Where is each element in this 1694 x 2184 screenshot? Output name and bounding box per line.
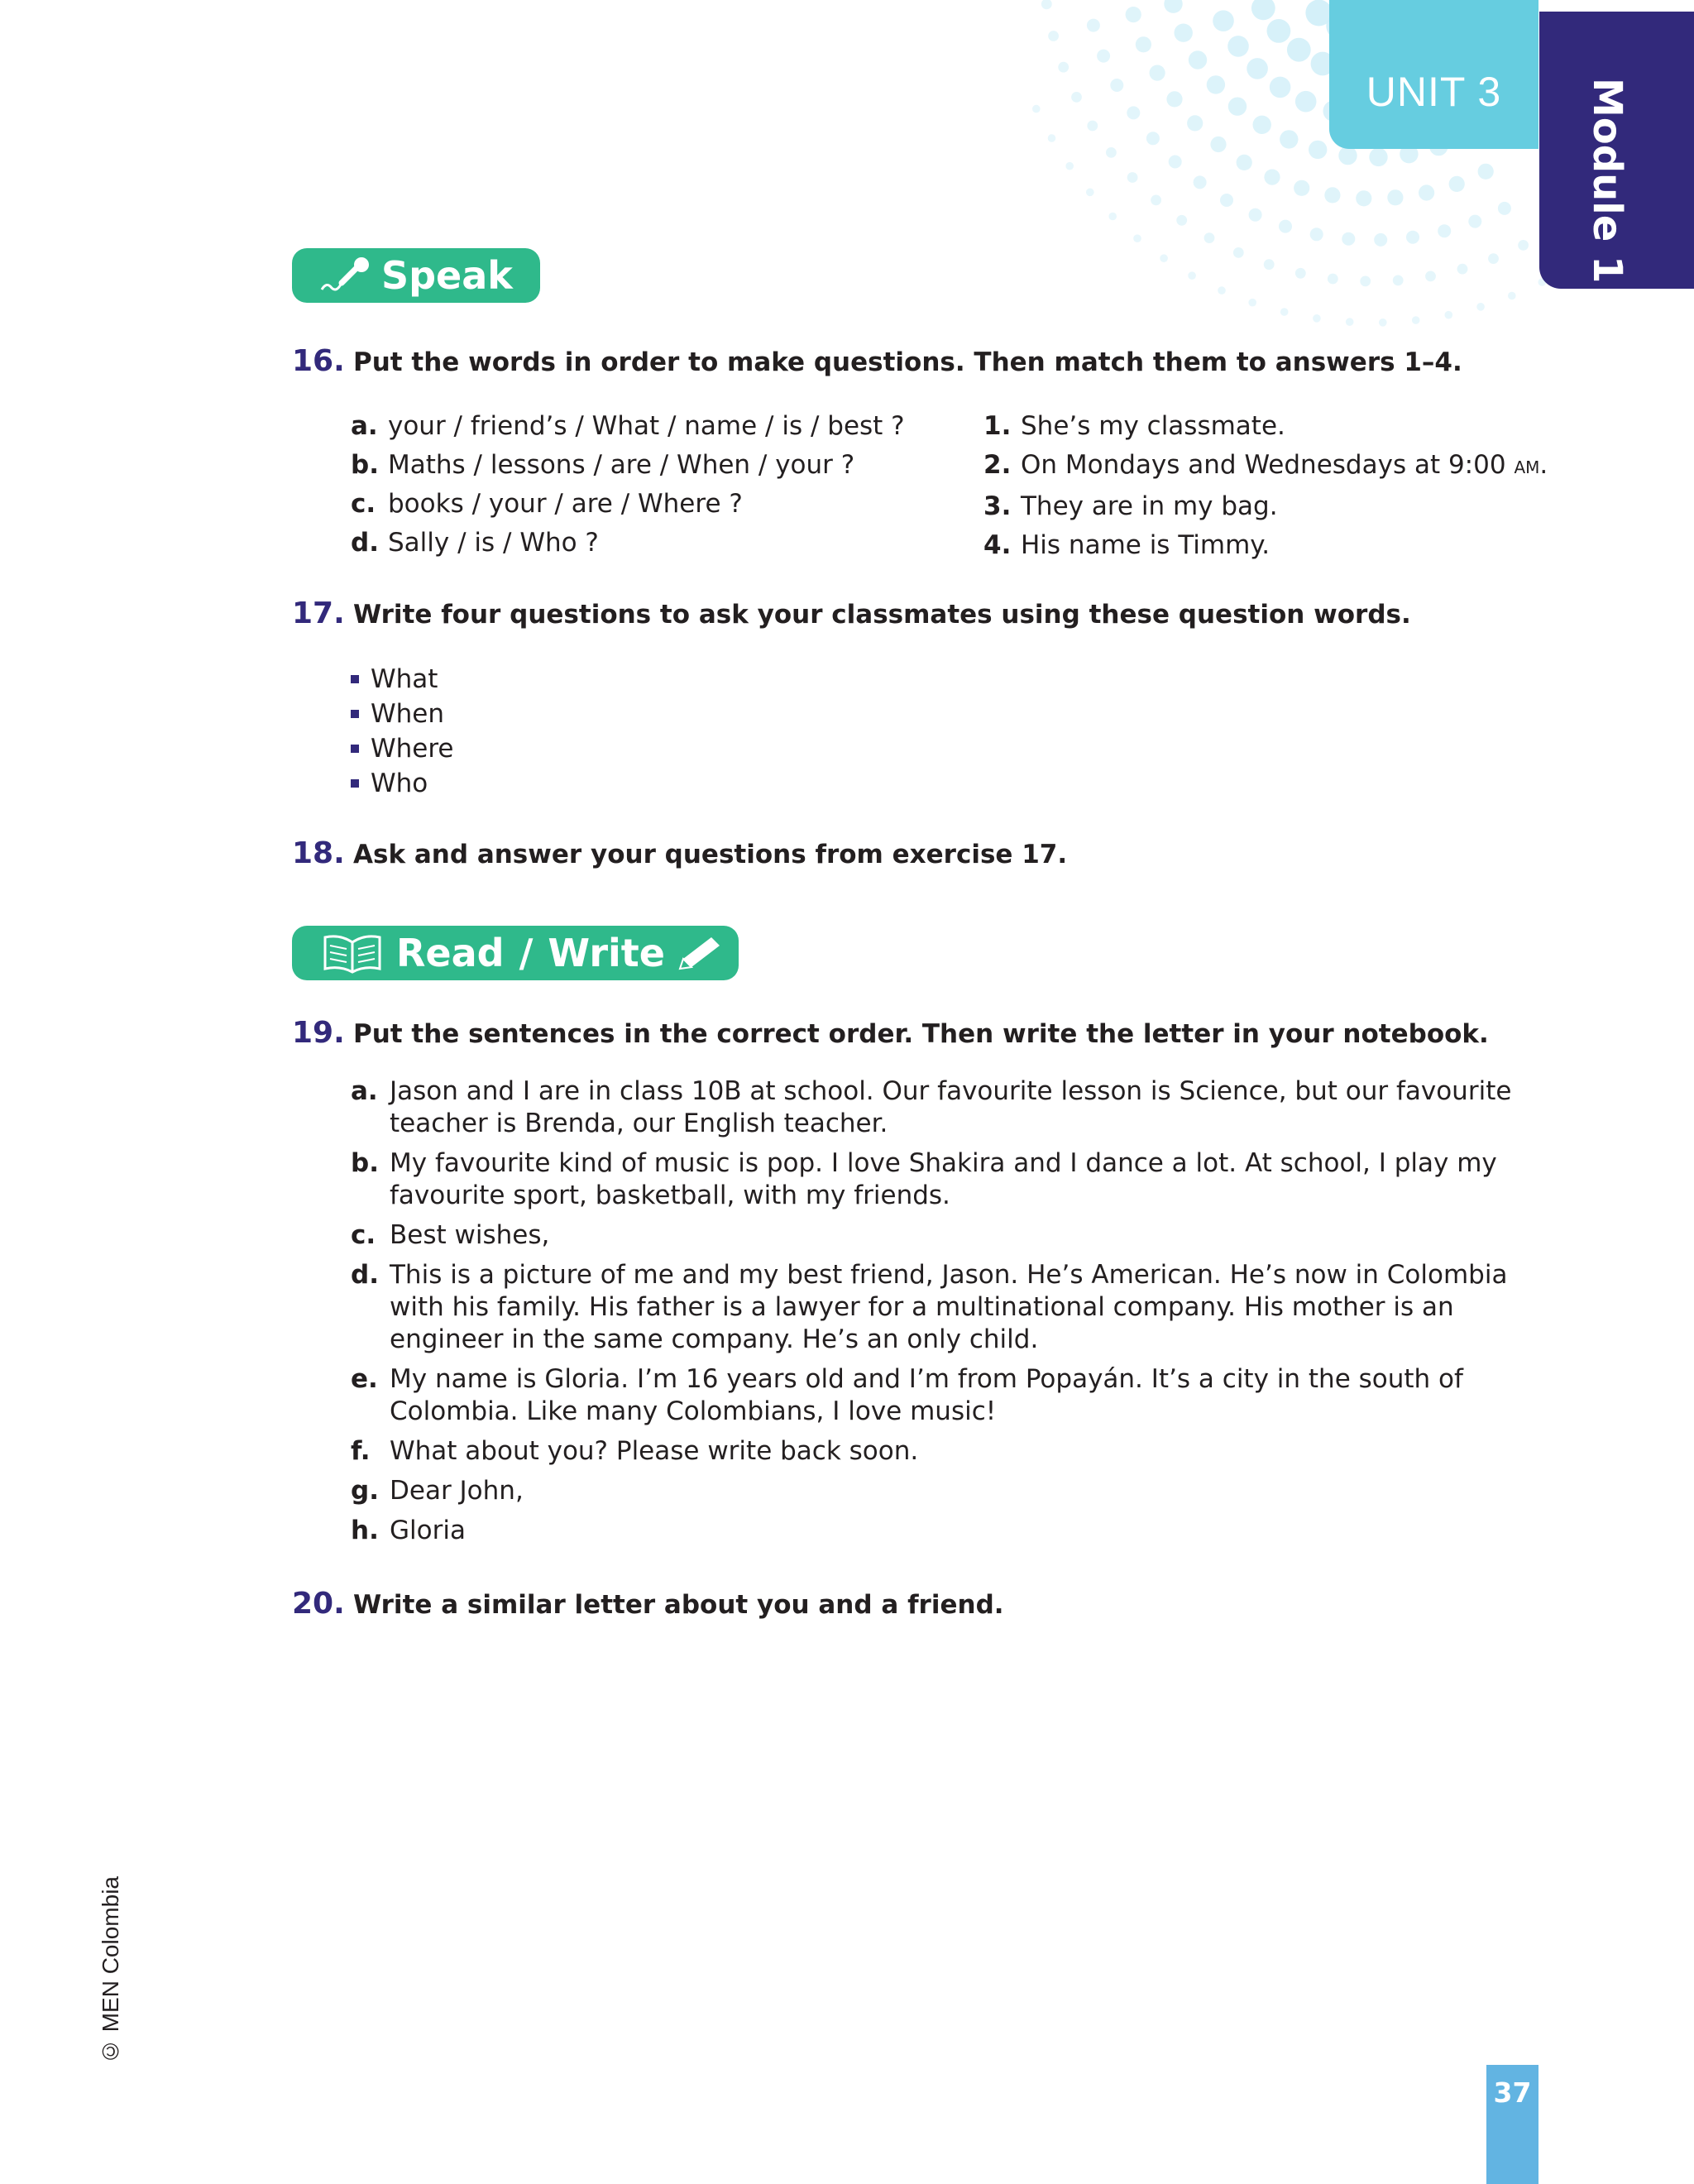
decorative-dot [1295, 91, 1317, 113]
list-item [351, 1363, 1542, 1428]
item-letter: g. [351, 1476, 379, 1506]
decorative-dot [1313, 314, 1321, 323]
decorative-dot [1457, 264, 1468, 275]
exercise-20-heading [292, 1587, 1004, 1621]
decorative-dot [1227, 36, 1249, 57]
exercise-number: 16. [292, 344, 345, 378]
item-number: 2. [983, 450, 1012, 480]
decorative-dot [1126, 7, 1141, 22]
speak-label: Speak [381, 253, 513, 298]
letter-sentences-list [351, 1075, 1542, 1554]
decorative-dot [1295, 268, 1306, 279]
list-item [983, 407, 1548, 446]
item-letter: e. [351, 1364, 378, 1394]
item-text: My favourite kind of music is pop. I love Shakira and I dance a lot. At school, I play my favourite sport, basketball, with my friends. [390, 1148, 1497, 1210]
decorative-dot [1108, 213, 1117, 221]
decorative-dot [1264, 259, 1275, 270]
exercise-number: 17. [292, 596, 345, 630]
decorative-dot [1127, 106, 1140, 119]
decorative-dot [1087, 19, 1100, 32]
item-letter: h. [351, 1516, 379, 1545]
exercise-instruction: Write four questions to ask your classmates using these question words. [353, 600, 1411, 630]
decorative-dot [1287, 38, 1311, 62]
decorative-dot [1356, 190, 1371, 206]
bullet-icon [351, 710, 359, 718]
decorative-dot [1218, 286, 1226, 295]
decorative-dot [1106, 147, 1117, 158]
decorative-dot [1518, 240, 1529, 251]
unit-tab [1329, 0, 1538, 149]
list-item [351, 485, 905, 524]
decorative-dot [1419, 184, 1434, 200]
decorative-dot [1305, 0, 1332, 26]
item-letter: d. [351, 1260, 379, 1290]
decorative-dot [1110, 79, 1123, 92]
decorative-dot [1369, 148, 1387, 166]
item-text: books / your / are / Where ? [388, 489, 743, 519]
decorative-dot [1150, 65, 1165, 81]
decorative-dot [1032, 105, 1041, 113]
item-text: On Mondays and Wednesdays at 9:00 [1021, 450, 1506, 480]
decorative-dot [1065, 162, 1074, 170]
decorative-dot [1058, 62, 1069, 73]
item-text: Maths / lessons / are / When / your ? [388, 450, 855, 480]
item-text: What [371, 664, 438, 694]
list-item [351, 1435, 1542, 1468]
decorative-dot [1251, 0, 1275, 20]
decorative-dot [1233, 247, 1244, 258]
item-end-punctuation: . [1539, 450, 1548, 480]
write-label: Write [548, 931, 665, 975]
exercise-16-heading [292, 344, 1462, 378]
decorative-dot [1280, 308, 1289, 316]
exercise-19-heading [292, 1016, 1489, 1050]
item-text: Dear John, [390, 1476, 524, 1506]
item-number: 4. [983, 530, 1012, 560]
decorative-dot [1346, 318, 1354, 326]
bullet-icon [351, 779, 359, 788]
decorative-dot [1086, 189, 1094, 197]
item-text: Sally / is / Who ? [388, 528, 599, 558]
time-suffix: AM [1514, 457, 1540, 477]
decorative-dot [1146, 132, 1160, 145]
exercise-instruction: Put the sentences in the correct order. Then write the letter in your notebook. [353, 1019, 1489, 1049]
decorative-dot [1476, 303, 1485, 311]
decorative-dot [1220, 194, 1233, 207]
decorative-dot [1207, 75, 1225, 93]
item-letter: b. [351, 1148, 379, 1178]
decorative-dot [1488, 253, 1499, 264]
item-text: My name is Gloria. I’m 16 years old and I’m from Popayán. It’s a city in the south of Colombia. Like many Colombians, I love music! [390, 1364, 1463, 1426]
decorative-dot [1041, 0, 1052, 9]
section-separator: / [519, 931, 534, 975]
item-letter: b. [351, 450, 379, 480]
decorative-dot [1425, 271, 1436, 282]
decorative-dot [1228, 98, 1247, 116]
decorative-dot [1133, 234, 1141, 242]
item-letter: a. [351, 411, 378, 441]
item-text: your / friend’s / What / name / is / best ? [388, 411, 905, 441]
item-letter: d. [351, 528, 379, 558]
decorative-dot [1267, 19, 1291, 43]
list-item [351, 407, 905, 446]
decorative-dot [1071, 92, 1082, 103]
ex16-question-list [351, 407, 905, 563]
decorative-dot [1279, 220, 1292, 233]
list-item [351, 1515, 1542, 1547]
exercise-instruction: Write a similar letter about you and a friend. [353, 1590, 1004, 1620]
exercise-number: 19. [292, 1016, 345, 1050]
item-text: This is a picture of me and my best friend, Jason. He’s American. He’s now in Colombia with his family. His father is a lawyer for a multinational company. His mother is an engineer in the same company. He’s an only child. [390, 1260, 1508, 1354]
decorative-dot [1097, 50, 1110, 63]
item-text: Gloria [390, 1516, 466, 1545]
decorative-dot [1253, 116, 1271, 134]
decorative-dot [1204, 232, 1215, 243]
decorative-dot [1087, 121, 1098, 132]
exercise-instruction: Ask and answer your questions from exercise 17. [353, 840, 1068, 869]
list-item [983, 446, 1548, 487]
item-text: Who [371, 769, 428, 798]
speak-section-header [292, 248, 540, 303]
list-item [983, 526, 1548, 565]
decorative-dot [1393, 275, 1404, 286]
decorative-dot [1309, 141, 1327, 159]
decorative-dot [1189, 50, 1207, 69]
exercise-instruction: Put the words in order to make questions. Then match them to answers 1–4. [353, 347, 1462, 377]
decorative-dot [1151, 195, 1161, 206]
decorative-dot [1270, 77, 1291, 98]
decorative-dot [1508, 292, 1516, 300]
decorative-dot [1048, 134, 1056, 142]
decorative-dot [1194, 175, 1207, 189]
decorative-dot [1374, 233, 1387, 247]
decorative-dot [1176, 215, 1187, 226]
decorative-dot [1248, 299, 1256, 307]
list-item [351, 1219, 1542, 1252]
pencil-icon [675, 932, 725, 974]
item-letter: f. [351, 1436, 371, 1466]
bullet-icon [351, 675, 359, 683]
item-text: Where [371, 734, 454, 764]
microphone-icon [318, 256, 373, 295]
module-tab [1539, 12, 1694, 289]
list-item [351, 766, 454, 801]
decorative-dot [1264, 170, 1280, 185]
list-item [351, 731, 454, 766]
ex16-answer-list [983, 407, 1548, 565]
decorative-dot [1328, 274, 1338, 285]
decorative-dot [1412, 316, 1420, 324]
decorative-dot [1310, 228, 1323, 241]
decorative-dot [1160, 254, 1168, 262]
page-number: 37 [1486, 2065, 1538, 2184]
decorative-dot [1237, 155, 1252, 170]
decorative-dot [1280, 130, 1298, 148]
read-label: Read [396, 931, 505, 975]
decorative-dot [1249, 208, 1262, 222]
decorative-dot [1438, 224, 1451, 237]
list-item [351, 1475, 1542, 1507]
list-item [351, 697, 454, 731]
bullet-icon [351, 745, 359, 753]
copyright-notice: © MEN Colombia [98, 1876, 123, 2065]
read-write-section-header [292, 926, 739, 980]
decorative-dot [1449, 176, 1465, 192]
decorative-dot [1166, 91, 1182, 107]
decorative-dot [1210, 136, 1226, 152]
list-item [983, 487, 1548, 526]
item-text: She’s my classmate. [1021, 411, 1285, 441]
decorative-dot [1445, 311, 1453, 319]
list-item [351, 1075, 1542, 1140]
decorative-dot [1360, 276, 1371, 287]
item-text: What about you? Please write back soon. [390, 1436, 919, 1466]
item-number: 1. [983, 411, 1012, 441]
decorative-dot [1175, 24, 1193, 42]
item-text: Best wishes, [390, 1220, 550, 1250]
decorative-dot [1478, 164, 1494, 180]
list-item [351, 662, 454, 697]
decorative-dot [1294, 180, 1309, 196]
decorative-dot [1324, 187, 1340, 203]
item-text: Jason and I are in class 10B at school. Our favourite lesson is Science, but our favourite teacher is Brenda, our English teacher. [390, 1076, 1512, 1138]
exercise-number: 18. [292, 836, 345, 870]
exercise-18-heading [292, 836, 1067, 870]
decorative-dot [1342, 232, 1355, 246]
item-number: 3. [983, 491, 1012, 521]
item-text: They are in my bag. [1021, 491, 1278, 521]
decorative-dot [1187, 115, 1203, 131]
decorative-dot [1048, 31, 1059, 41]
item-letter: c. [351, 1220, 376, 1250]
item-letter: a. [351, 1076, 378, 1106]
decorative-dot [1213, 10, 1234, 31]
decorative-dot [1498, 202, 1511, 215]
question-words-list [351, 662, 454, 801]
list-item [351, 446, 905, 485]
exercise-17-heading [292, 596, 1411, 630]
decorative-dot [1127, 172, 1138, 183]
decorative-dot [1188, 271, 1196, 280]
module-label: Module 1 [1584, 78, 1630, 284]
unit-label: UNIT 3 [1366, 69, 1502, 115]
decorative-dot [1136, 36, 1151, 52]
decorative-dot [1406, 231, 1419, 244]
decorative-dot [1164, 0, 1182, 13]
open-book-icon [322, 932, 383, 974]
decorative-dot [1338, 146, 1357, 165]
list-item [351, 1147, 1542, 1212]
decorative-dot [1379, 318, 1387, 327]
decorative-dot [1247, 58, 1268, 79]
item-letter: c. [351, 489, 376, 519]
item-text: When [371, 699, 445, 729]
decorative-dot [1468, 215, 1481, 228]
decorative-dot [1387, 189, 1403, 205]
list-item [351, 1259, 1542, 1356]
decorative-dot [1169, 156, 1182, 169]
exercise-number: 20. [292, 1587, 345, 1621]
item-text: His name is Timmy. [1021, 530, 1270, 560]
list-item [351, 524, 905, 563]
